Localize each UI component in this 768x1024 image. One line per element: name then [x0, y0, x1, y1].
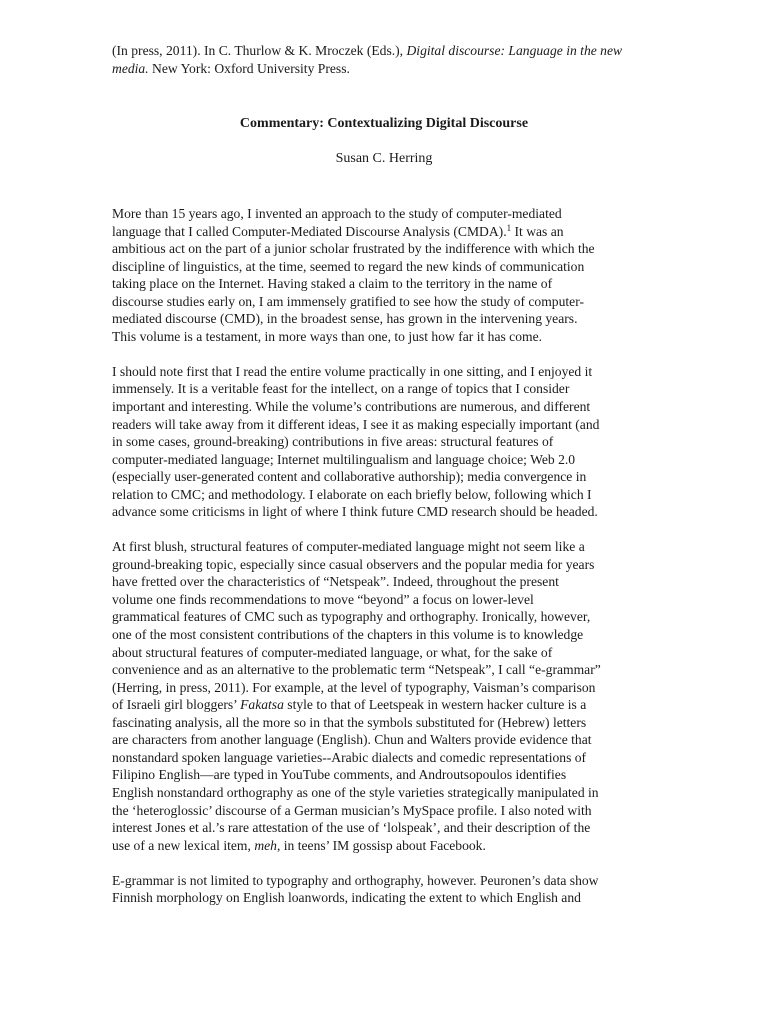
article-body	[112, 205, 660, 907]
paragraph-2	[112, 363, 660, 521]
text-segment: use of a new lexical item,	[112, 837, 255, 853]
text-line	[112, 223, 660, 241]
text-line: fascinating analysis, all the more so in that the symbols substituted for (Hebrew) letters	[112, 714, 587, 730]
text-line: ambitious act on the part of a junior scholar frustrated by the indifference with which the	[112, 241, 595, 257]
text-line: I should note first that I read the entire volume practically in one sitting, and I enjoyed it	[112, 363, 593, 379]
text-segment: language that I called Computer-Mediated Discourse Analysis (CMDA).	[112, 223, 507, 239]
text-line: convenience and as an alternative to the problematic term “Netspeak”, I call “e-grammar”	[112, 662, 601, 678]
text-line: relation to CMC; and methodology. I elaborate on each briefly below, following which I	[112, 486, 592, 502]
text-line: E-grammar is not limited to typography and orthography, however. Peuronen’s data show	[112, 872, 599, 888]
text-line: one of the most consistent contributions of the chapters in this volume is to knowledge	[112, 627, 584, 643]
italic-term: Fakatsa	[240, 697, 284, 713]
text-line: the ‘heteroglossic’ discourse of a German musician’s MySpace profile. I also noted with	[112, 802, 592, 818]
text-line: This volume is a testament, in more ways than one, to just how far it has come.	[112, 328, 543, 344]
text-line: computer-mediated language; Internet multilingualism and language choice; Web 2.0	[112, 451, 576, 467]
book-title-continued: media.	[112, 60, 149, 76]
text-line: discourse studies early on, I am immensely gratified to see how the study of computer-	[112, 293, 584, 309]
text-line: advance some criticisms in light of where I think future CMD research should be headed.	[112, 504, 598, 520]
publisher: New York: Oxford University Press.	[148, 60, 350, 76]
text-line: important and interesting. While the volume’s contributions are numerous, and different	[112, 398, 591, 414]
paragraph-spacer	[112, 345, 660, 363]
citation-header	[112, 42, 672, 77]
page-title: Commentary: Contextualizing Digital Discourse	[239, 116, 529, 131]
footnote-marker[interactable]: 1	[506, 222, 512, 233]
text-line: At first blush, structural features of computer-mediated language might not seem like a	[112, 539, 585, 555]
text-line: Finnish morphology on English loanwords, indicating the extent to which English and	[112, 890, 581, 906]
paragraph-3	[112, 538, 660, 854]
text-line: taking place on the Internet. Having staked a claim to the territory in the name of	[112, 276, 553, 292]
text-line: Filipino English—are typed in YouTube comments, and Androutsopoulos identifies	[112, 767, 567, 783]
paragraph-spacer	[112, 521, 660, 539]
text-segment: of Israeli girl bloggers’	[112, 697, 241, 713]
text-line: immensely. It is a veritable feast for the intellect, on a range of topics that I consider	[112, 381, 570, 397]
text-line: ground-breaking topic, especially since casual observers and the popular media for years	[112, 556, 595, 572]
text-line: in some cases, ground-breaking) contributions in five areas: structural features of	[112, 434, 554, 450]
book-title: Digital discourse: Language in the new	[406, 43, 623, 58]
text-line: interest Jones et al.’s rare attestation of the use of ‘lolspeak’, and their description of the	[112, 820, 591, 836]
text-segment: It was an	[511, 223, 564, 239]
paragraph-spacer	[112, 854, 660, 872]
text-line: mediated discourse (CMD), in the broadest sense, has grown in the intervening years.	[112, 311, 578, 327]
text-line: have fretted over the characteristics of “Netspeak”. Indeed, throughout the present	[112, 574, 559, 590]
text-line: More than 15 years ago, I invented an approach to the study of computer-mediated	[112, 206, 562, 221]
paragraph-1	[112, 205, 660, 345]
text-line: grammatical features of CMC such as typography and orthography. Ironically, however,	[112, 609, 591, 625]
citation-prefix: (In press, 2011). In C. Thurlow & K. Mroczek (Eds.),	[112, 43, 407, 58]
text-line: nonstandard spoken language varieties--Arabic dialects and comedic representations of	[112, 749, 587, 765]
text-segment: , in teens’ IM gossisp about Facebook.	[276, 837, 486, 853]
text-line	[112, 837, 660, 855]
text-line: volume one finds recommendations to move “beyond” a focus on lower-level	[112, 591, 534, 607]
italic-term: meh	[254, 837, 277, 853]
text-line: discipline of linguistics, at the time, seemed to regard the new kinds of communication	[112, 258, 585, 274]
text-line: readers will take away from it different ideas, I see it as making especially important (and	[112, 416, 600, 432]
text-line: are characters from another language (English). Chun and Walters provide evidence that	[112, 732, 592, 748]
text-line	[112, 696, 660, 714]
text-line: (especially user-generated content and collaborative authorship); media convergence in	[112, 469, 587, 485]
text-segment: style to that of Leetspeak in western hacker culture is a	[283, 697, 587, 713]
text-line: (Herring, in press, 2011). For example, at the level of typography, Vaisman’s comparison	[112, 679, 596, 695]
paragraph-4	[112, 872, 660, 907]
text-line: English nonstandard orthography as one of the style varieties strategically manipulated in	[112, 784, 599, 800]
text-line: about structural features of computer-mediated language, or what, for the sake of	[112, 644, 553, 660]
author-name: Susan C. Herring	[335, 151, 433, 166]
